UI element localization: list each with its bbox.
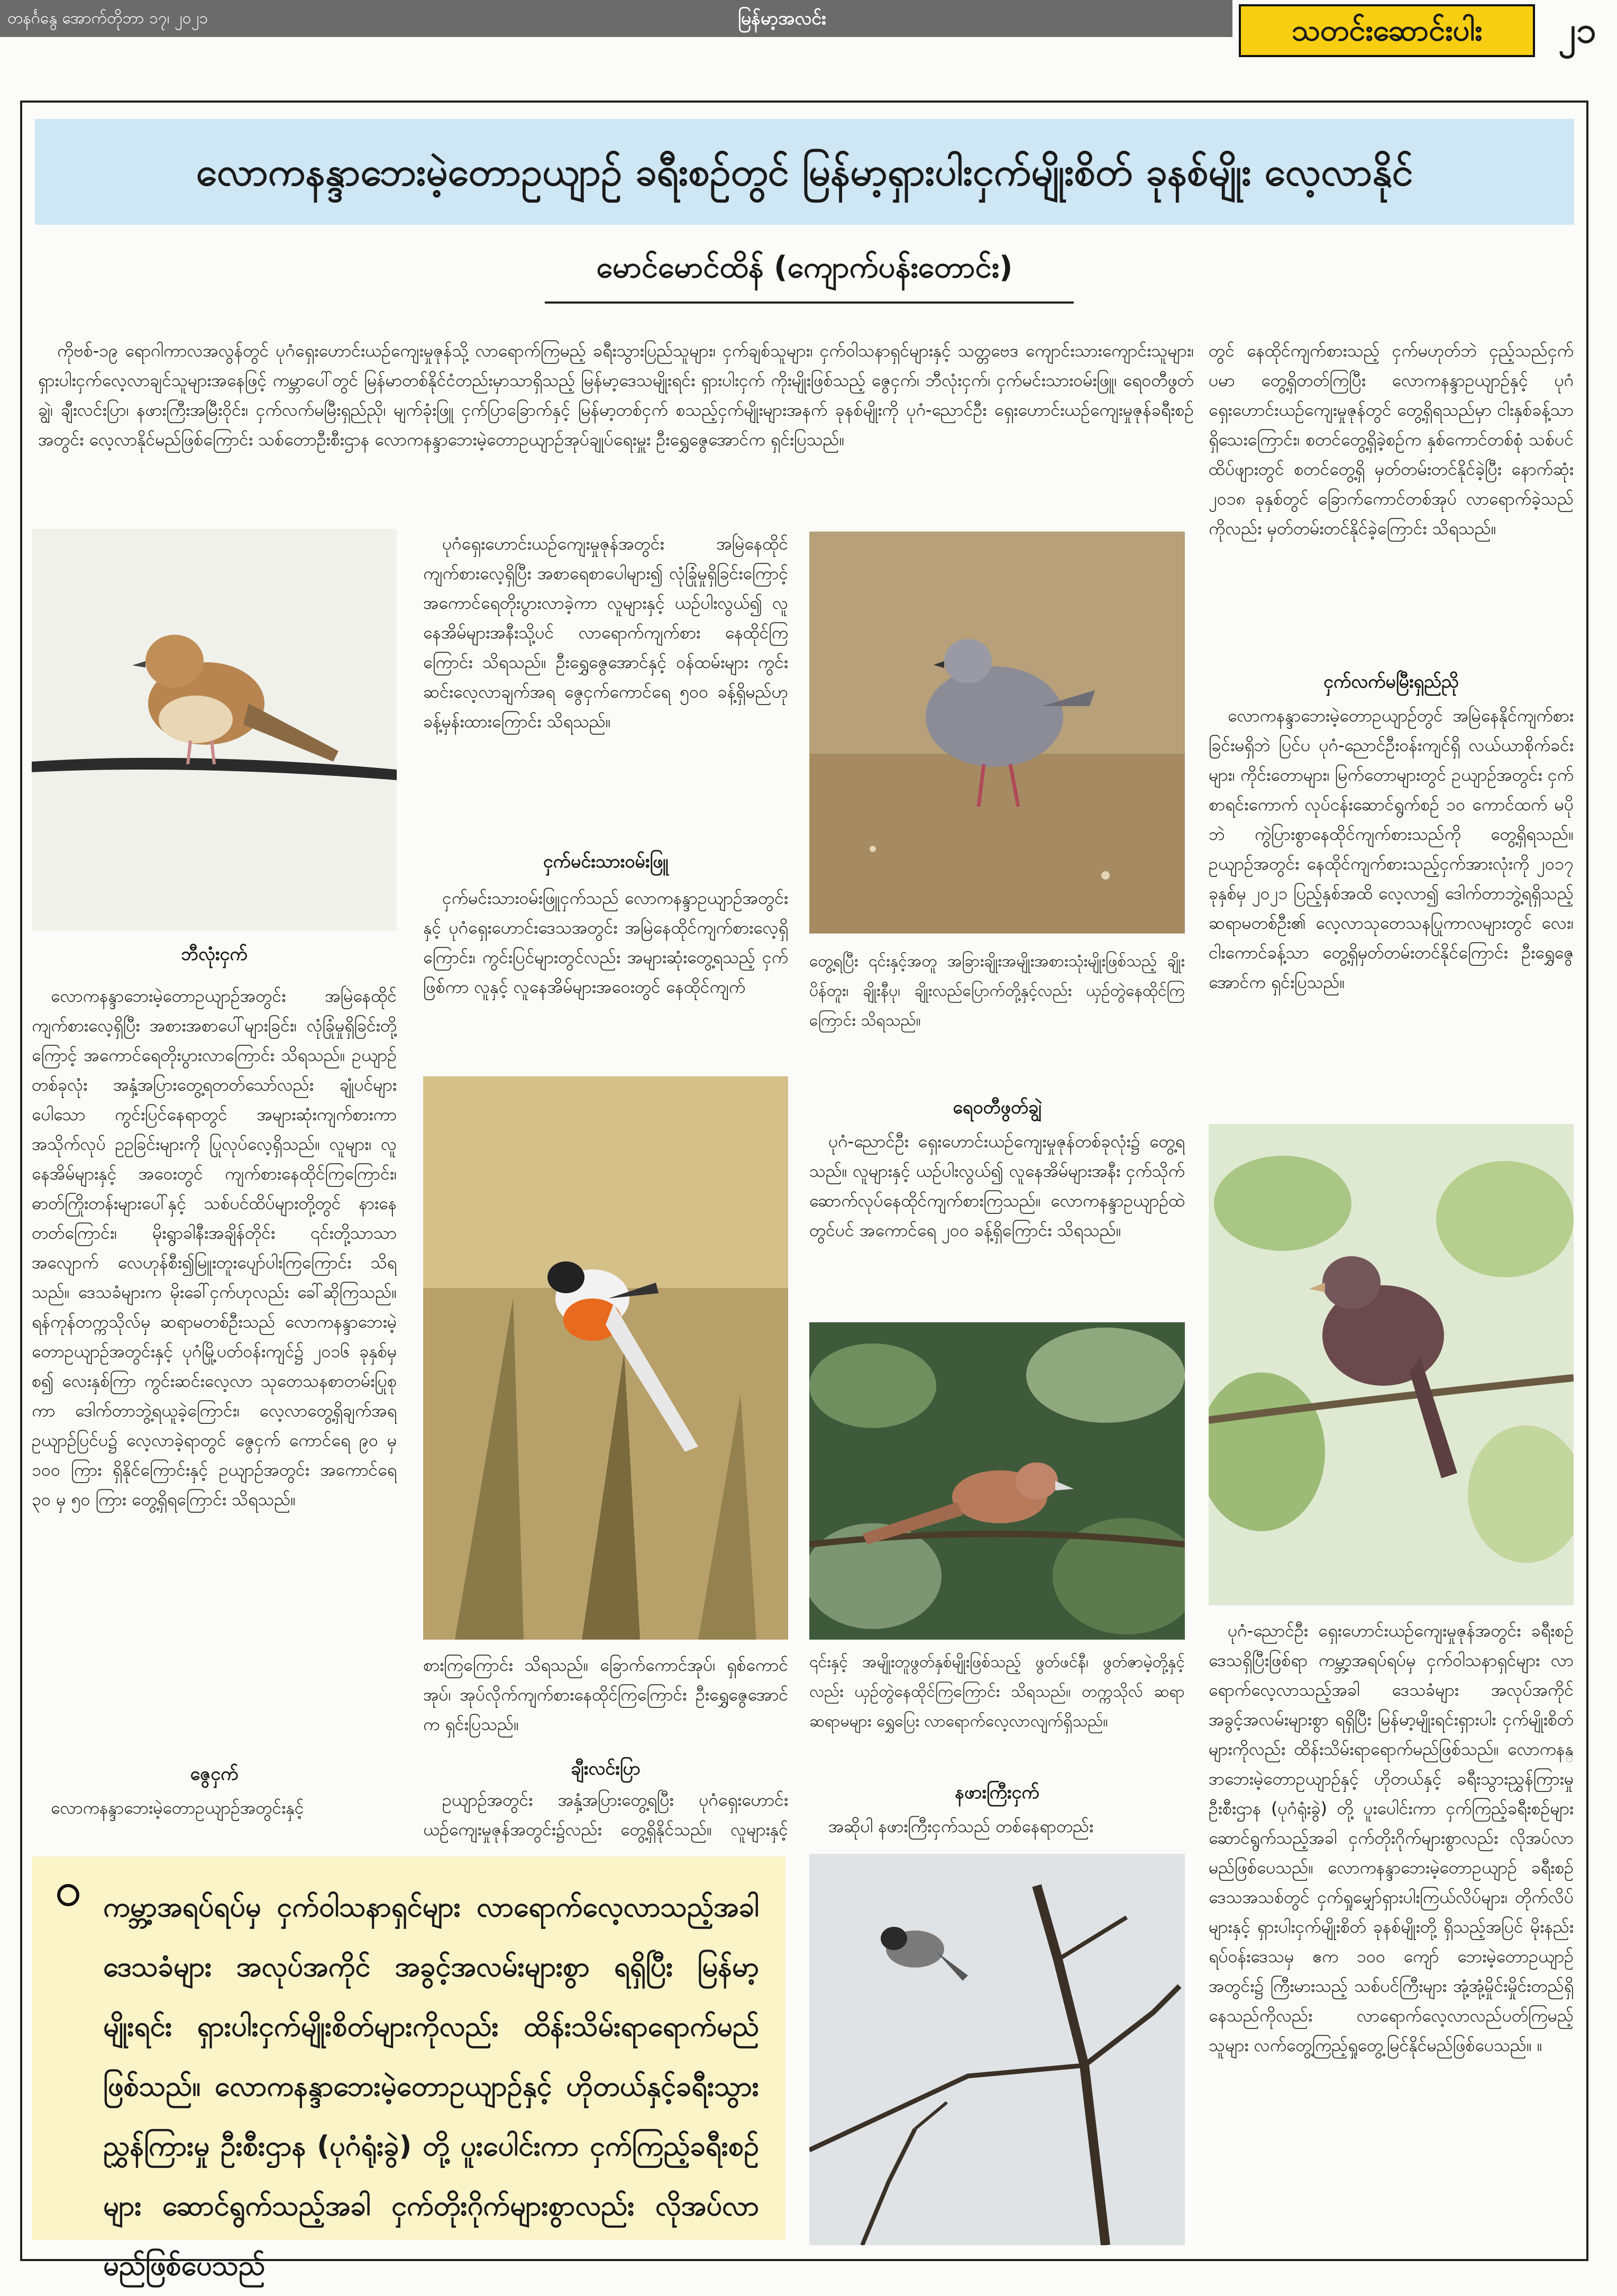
photo-hooded-treepie bbox=[809, 1854, 1185, 2245]
c1-photo-caption: ဘီလုံးငှက် bbox=[181, 944, 248, 965]
c4-body-2: လောကနန္ဒာဘေးမဲ့တောဥယျာဉ်တွင် အမြဲနေနိုင်ကျက်စားခြင်းမရှိဘဲ ပြင်ပ ပုဂံ-ညောင်ဦးဝန်းကျင်ရှိ လယ်ယာစိုက်ခင်းများ၊ ကိုင်းတောများ၊ မြက်တောများတွင် ဥယျာဉ်အတွင်း ငှက်စာရင်းကောက် လုပ်ငန်းဆောင်ရွက်စဉ် ၁၀ ကောင်ထက် မပိုဘဲ ကွဲပြားစွာနေထိုင်ကျက်စားသည်ကို တွေ့ရှိရသည်။ ဥယျာဉ်အတွင်း နေထိုင်ကျက်စားသည့်ငှက်အားလုံးကို ၂၀၁၇ ခုနှစ်မှ ၂၀၂၁ ပြည့်နှစ်အထိ လေ့လာ၍ ဒေါက်တာဘွဲ့ရရှိသည့် ဆရာမတစ်ဦး၏ လေ့လာသုတေသနပြုကာလများတွင် လေး၊ ငါးကောင်ခန့်သာ တွေ့ရှိမှတ်တမ်းတင်နိုင်ကြောင်း ဦးရွှေဇွေအောင်က ရှင်းပြသည်။ bbox=[1209, 706, 1574, 992]
c3-body-1: ပုဂံ-ညောင်ဦး ရှေးဟောင်းယဉ်ကျေးမှုဇုန်တစ်ခုလုံး၌ တွေ့ရသည်။ လူများနှင့် ယဉ်ပါးလွယ်၍ လူနေအိမ်များအနီး ငှက်သိုက်ဆောက်လုပ်နေထိုင်ကျက်စားကြသည်။ လောကနန္ဒာဥယျာဉ်ထဲတွင်ပင် အကောင်ရေ ၂၀၀ ခန့်ရှိကြောင်း သိရသည်။ bbox=[809, 1131, 1185, 1240]
c3-body-2: အဆိုပါ နဖားကြီးငှက်သည် တစ်နေရာတည်း bbox=[828, 1816, 1094, 1836]
photo-chestnut-babbler bbox=[809, 1322, 1185, 1640]
pull-quote-text: ကမ္ဘာ့အရပ်ရပ်မှ ငှက်ဝါသနာရှင်များ လာရောက်လေ့လာသည့်အခါ ဒေသခံများ အလုပ်အကိုင် အခွင့်အလမ်းများစွာ ရရှိပြီး မြန်မာ့မျိုးရင်း ရှားပါးငှက်မျိုးစိတ်များကိုလည်း ထိန်းသိမ်းရာရောက်မည်ဖြစ်သည်။ လောကနန္ဒာဘေးမဲ့တောဥယျာဉ်နှင့် ဟိုတယ်နှင့်ခရီးသွားညွှန်ကြားမှု ဦးစီးဌာန (ပုဂံရုံးခွဲ) တို့ ပူးပေါင်းကာ ငှက်ကြည့်ခရီးစဉ်များ ဆောင်ရွက်သည့်အခါ ငှက်တိုးဂိုက်များစွာလည်း လိုအပ်လာမည်ဖြစ်ပေသည် bbox=[103, 1891, 759, 2282]
section-tag: သတင်းဆောင်းပါး bbox=[1239, 4, 1535, 57]
c1-body-2: လောကနန္ဒာဘေးမဲ့တောဥယျာဉ်အတွင်းနှင့် bbox=[51, 1798, 304, 1818]
c1-subhead-zwe: ဇွေငှက် bbox=[190, 1763, 239, 1785]
c4-body-1: တွင် နေထိုင်ကျက်စားသည့် ငှက်မဟုတ်ဘဲ ငှည့်သည်ငှက်ပမာ တွေ့ရှိတတ်ကြပြီး လောကနန္ဒာဥယျာဉ်နှင့် ပုဂံရှေးဟောင်းယဉ်ကျေးမှုဇုန်တွင် တွေ့ရှိရသည်မှာ ငါးနှစ်ခန့်သာရှိသေးကြောင်း၊ စတင်တွေ့ရှိခဲ့စဉ်က နှစ်ကောင်တစ်စုံ သစ်ပင်ထိပ်ဖျားတွင် စတင်တွေ့ရှိ မှတ်တမ်းတင်နိုင်ခဲ့ပြီး နောက်ဆုံး ၂၀၁၈ ခုနှစ်တွင် ခြောက်ကောင်တစ်အုပ် လာရောက်ခဲ့သည်ကိုလည်း မှတ်တမ်းတင်နိုင်ခဲ့ကြောင်း သိရသည်။ bbox=[1209, 341, 1574, 538]
c2-subhead-dove: ချီးလင်းပြာ bbox=[571, 1758, 641, 1779]
c2-body-4: ဥယျာဉ်အတွင်း အနှံ့အပြားတွေ့ရပြီး ပုဂံရှေးဟောင်းယဉ်ကျေးမှုဇုန်အတွင်း၌လည်း တွေ့ရှိနိုင်သည်။ လူများနှင့် bbox=[423, 1790, 788, 1840]
pull-quote bbox=[32, 1856, 785, 2282]
c2-subhead-sunbird: ငှက်မင်းသားဝမ်းဖြူ bbox=[543, 851, 669, 872]
c2-body-2: ငှက်မင်းသားဝမ်းဖြူငှက်သည် လောကနန္ဒာဥယျာဉ်အတွင်းနှင့် ပုဂံရှေးဟောင်းဒေသအတွင်း အမြဲနေထိုင်ကျက်စားလေ့ရှိကြောင်း၊ ကွင်းပြင်များတွင်လည်း အများဆုံးတွေ့ရသည့် ငှက်ဖြစ်ကာ လူနှင့် လူနေအိမ်များအဝေးတွင် နေထိုင်ကျက် bbox=[423, 888, 788, 997]
c3-caption-1: တွေ့ရပြီး ၎င်းနှင့်အတူ အခြားချိုးအမျိုးအစားသုံးမျိုးဖြစ်သည့် ချိုးပိန်တူး၊ ချိုးနီပု၊ ချိုးလည်ပြောက်တို့နှင့်လည်း ယှဉ်တွဲနေထိုင်ကြကြောင်း သိရသည်။ bbox=[809, 952, 1185, 1030]
c3-subhead-treepie: နဖားကြီးငှက် bbox=[955, 1782, 1039, 1803]
photo-white-bellied-minivet bbox=[423, 1076, 788, 1640]
c4-subhead-long-tail: ငှက်လက်မမြီးရှည်ညို bbox=[1323, 671, 1459, 692]
photo-lark bbox=[32, 529, 397, 931]
newspaper-name: မြန်မာ့အလင်း bbox=[738, 8, 826, 29]
c1-body: လောကနန္ဒာဘေးမဲ့တောဥယျာဉ်အတွင်း အမြဲနေထိုင်ကျက်စားလေ့ရှိပြီး အစားအစာပေါ်များခြင်း၊ လုံခြုံမှုရှိခြင်းတို့ကြောင့် အကောင်ရေတိုးပွားလာကြောင်း သိရသည်။ ဥယျာဉ်တစ်ခုလုံး အနှံ့အပြားတွေ့ရတတ်သော်လည်း ချုံပင်များပေါသော ကွင်းပြင်နေရာတွင် အများဆုံးကျက်စားကာ အသိုက်လုပ် ဥဥခြင်းများကို ပြုလုပ်လေ့ရှိသည်။ လူများ၊ လူနေအိမ်များနှင့် အဝေးတွင် ကျက်စားနေထိုင်ကြကြောင်း၊ ဓာတ်ကြိုးတန်းများပေါ်နှင့် သစ်ပင်ထိပ်များတို့တွင် နားနေတတ်ကြောင်း၊ မိုးရွာခါနီးအချိန်တိုင်း ၎င်းတို့သာသာအလျောက် လေဟုန်စီး၍မြူးတူးပျော်ပါးကြကြောင်း သိရသည်။ ဒေသခံများက မိုးခေါ်ငှက်ဟုလည်း ခေါ်ဆိုကြသည်။ ရန်ကုန်တက္ကသိုလ်မှ ဆရာမတစ်ဦးသည် လောကနန္ဒာဘေးမဲ့တောဥယျာဉ်အတွင်းနှင့် ပုဂံမြို့ပတ်ဝန်းကျင်၌ ၂၀၁၆ ခုနှစ်မှစ၍ လေးနှစ်ကြာ ကွင်းဆင်းလေ့လာ သုတေသနစာတမ်းပြုစုကာ ဒေါက်တာဘွဲ့ရယူခဲ့ကြောင်း၊ လေ့လာတွေ့ရှိချက်အရ ဥယျာဉ်ပြင်ပ၌ လေ့လာခဲ့ရာတွင် ဇွေငှက် ကောင်ရေ ၉၀ မှ ၁၀၀ ကြား ရှိနိုင်ကြောင်းနှင့် ဥယျာဉ်အတွင်း အကောင်ရေ ၃၀ မှ ၅၀ ကြား တွေ့ရှိရကြောင်း သိရသည်။ bbox=[32, 986, 397, 1510]
photo-collared-dove bbox=[809, 532, 1185, 934]
intro-paragraph: ကိုဗစ်-၁၉ ရောဂါကာလအလွန်တွင် ပုဂံရှေးဟောင်းယဉ်ကျေးမှုဇုန်သို့ လာရောက်ကြမည့် ခရီးသွားပြည်သူများ၊ ငှက်ချစ်သူများ၊ ငှက်ဝါသနာရှင်များနှင့် သတ္တဗေဒ ကျောင်းသားကျောင်းသူများ၊ ရှားပါးငှက်လေ့လာချင်သူများအနေဖြင့် ကမ္ဘာပေါ်တွင် မြန်မာတစ်နိုင်ငံတည်းမှာသာရှိသည့် မြန်မာ့ဒေသမျိုးရင်း ရှားပါးငှက် ကိုးမျိုးဖြစ်သည့် ဇွေငှက်၊ ဘီလုံးငှက်၊ ငှက်မင်းသားဝမ်းဖြူ၊ ရေဝတီဖွတ်ချွဲ၊ ချီးလင်းပြာ၊ နဖားကြီးအမြီးဝိုင်း၊ ငှက်လက်မမြီးရှည်ညို၊ မျက်ခုံးဖြူ ငှက်ပြာခြောက်နှင့် မြန်မာ့တစ်ငှက် စသည့်ငှက်မျိုးများအနက် ခုနစ်မျိုးကို ပုဂံ-ညောင်ဦး ရှေးဟောင်းယဉ်ကျေးမှုဇုန်ခရီးစဉ်အတွင်း လေ့လာနိုင်မည်ဖြစ်ကြောင်း သစ်တောဦးစီးဌာန လောကနန္ဒာဘေးမဲ့တောဥယျာဉ်အုပ်ချုပ်ရေးမှူး ဦးရွှေဇွေအောင်က ရှင်းပြသည်။ bbox=[38, 341, 1194, 450]
headline: လောကနန္ဒာဘေးမဲ့တောဥယျာဉ် ခရီးစဉ်တွင် မြန်မာ့ရှားပါးငှက်မျိုးစိတ် ခုနစ်မျိုး လေ့လာနိုင် bbox=[35, 119, 1574, 225]
byline-rule bbox=[545, 301, 1074, 304]
masthead-bar bbox=[0, 0, 1232, 37]
c3-caption-2: ၎င်းနှင့် အမျိုးတူဖွတ်နှစ်မျိုးဖြစ်သည့် ဖွတ်ဖင်နီ၊ ဖွတ်ဇာမဲ့တို့နှင့်လည်း ယှဉ်တွဲနေထိုင်ကြကြောင်း သိရသည်။ တက္ကသိုလ် ဆရာ ဆရာမများ ရွှေပြေး လာရောက်လေ့လာလျက်ရှိသည်။ bbox=[809, 1653, 1185, 1731]
issue-date: တနင်္ဂနွေ အောက်တိုဘာ ၁၇၊ ၂၀၂၁ bbox=[7, 9, 208, 28]
bullet-circle-icon bbox=[57, 1884, 79, 1906]
c2-body-1: ပုဂံရှေးဟောင်းယဉ်ကျေးမှုဇုန်အတွင်း အမြဲနေထိုင် ကျက်စားလေ့ရှိပြီး အစာရေစာပေါများ၍ လုံခြုံမှုရှိခြင်းကြောင့် အကောင်ရေတိုးပွားလာခဲ့ကာ လူများနှင့် ယဉ်ပါးလွယ်၍ လူနေအိမ်များအနီးသို့ပင် လာရောက်ကျက်စား နေထိုင်ကြကြောင်း သိရသည်။ ဦးရွှေဇွေအောင်နှင့် ဝန်ထမ်းများ ကွင်းဆင်းလေ့လာချက်အရ ဇွေငှက်ကောင်ရေ ၅၀၀ ခန့်ရှိမည်ဟု ခန့်မှန်းထားကြောင်း သိရသည်။ bbox=[423, 534, 788, 731]
byline: မောင်မောင်ထိန် (ကျောက်ပန်းတောင်း) bbox=[596, 250, 1013, 285]
c2-body-3: စားကြကြောင်း သိရသည်။ ခြောက်ကောင်အုပ်၊ ရှစ်ကောင်အုပ်၊ အုပ်လိုက်ကျက်စားနေထိုင်ကြကြောင်း ဦးရွှေဇွေအောင်က ရှင်းပြသည်။ bbox=[423, 1655, 788, 1734]
c3-subhead-babbler: ရေဝတီဖွတ်ချွဲ bbox=[953, 1097, 1042, 1118]
c4-body-3: ပုဂံ-ညောင်ဦး ရှေးဟောင်းယဉ်ကျေးမှုဇုန်အတွင်း ခရီးစဉ်ဒေသရှိပြီးဖြစ်ရာ ကမ္ဘာ့အရပ်ရပ်မှ ငှက်ဝါသနာရှင်များ လာရောက်လေ့လာသည့်အခါ ဒေသခံများ အလုပ်အကိုင် အခွင့်အလမ်းများစွာ ရရှိပြီး မြန်မာ့မျိုးရင်းရှားပါး ငှက်မျိုးစိတ်များကိုလည်း ထိန်းသိမ်းရာရောက်မည်ဖြစ်သည်။ လောကနန္ဒာဘေးမဲ့တောဥယျာဉ်နှင့် ဟိုတယ်နှင့် ခရီးသွားညွှန်ကြားမှုဦးစီးဌာန (ပုဂံရုံးခွဲ) တို့ ပူးပေါင်းကာ ငှက်ကြည့်ခရီးစဉ်များ ဆောင်ရွက်သည့်အခါ ငှက်တိုးဂိုက်များစွာလည်း လိုအပ်လာမည်ဖြစ်ပေသည်။ လောကနန္ဒာဘေးမဲ့တောဥယျာဉ် ခရီးစဉ်ဒေသအသစ်တွင် ငှက်ရှုမျှော်ရှားပါးကြယ်လိပ်များ၊ တိုက်လိပ်များနှင့် ရှားပါးငှက်မျိုးစိတ် ခုနစ်မျိုးတို့ ရှိသည့်အပြင် မိုးနည်းရပ်ဝန်းဒေသမှ ဧက ၁၀၀ ကျော် ဘေးမဲ့တောဥယျာဉ်အတွင်း၌ ကြီးမားသည့် သစ်ပင်ကြီးများ အုံ့အုံ့မှိုင်းမှိုင်းတည်ရှိနေသည်ကိုလည်း လာရောက်လေ့လာလည်ပတ်ကြမည့်သူများ လက်တွေ့ကြည့်ရှုတွေ့မြင်နိုင်မည်ဖြစ်ပေသည်။ ။ bbox=[1209, 1621, 1574, 2055]
photo-brown-bulbul bbox=[1209, 1124, 1574, 1605]
page-number: ၂၁ bbox=[1558, 10, 1596, 51]
